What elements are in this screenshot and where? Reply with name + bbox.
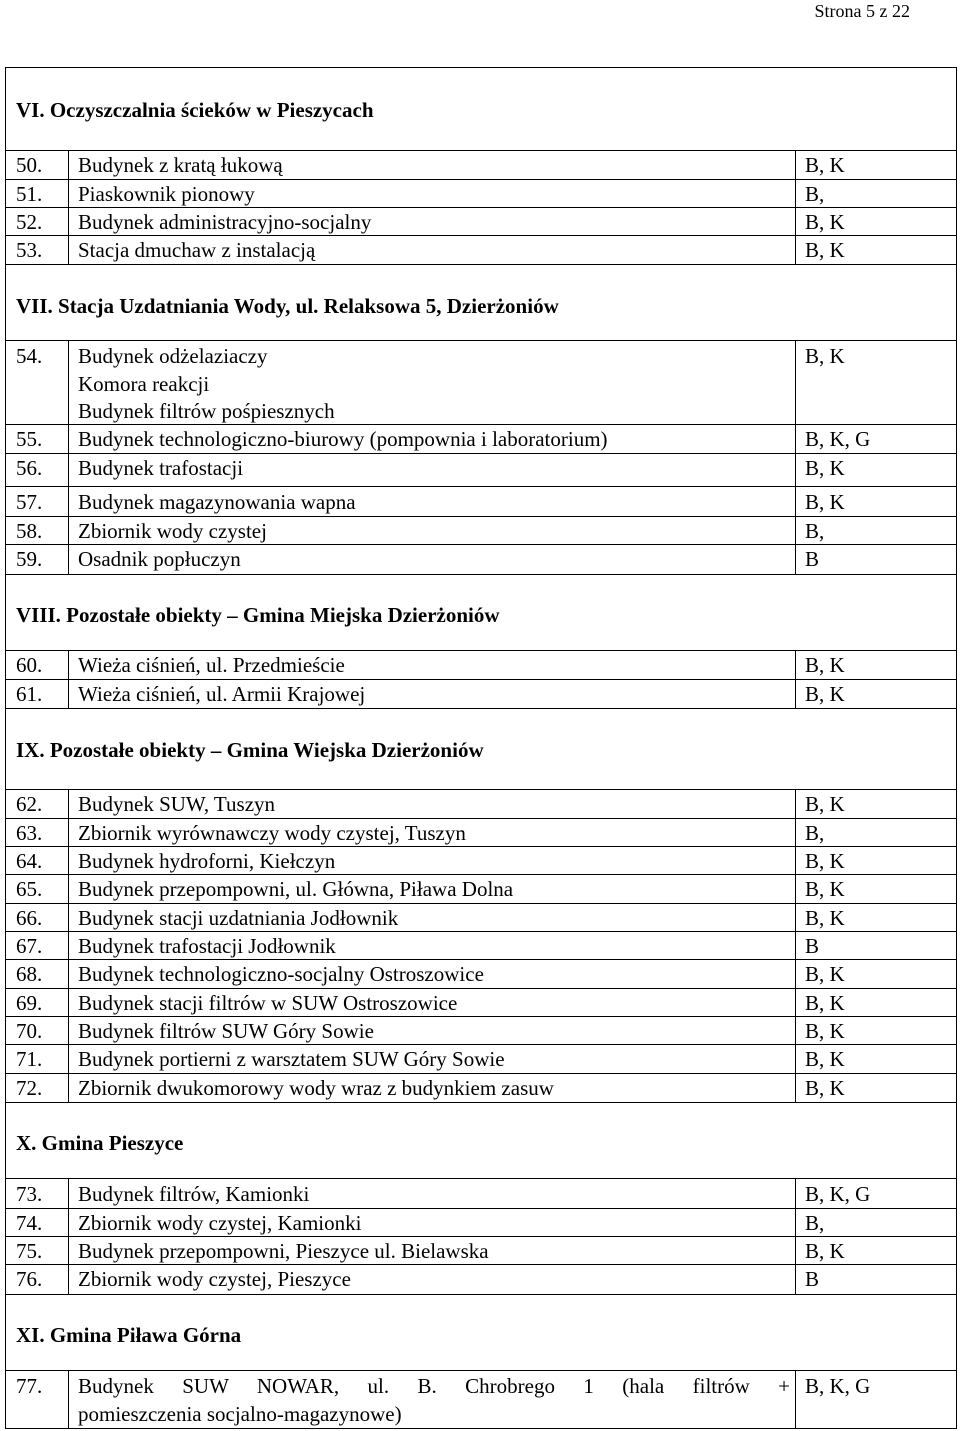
row-separator <box>5 264 956 265</box>
table-row <box>0 236 960 264</box>
row-number: 55. <box>16 427 43 451</box>
row-code: B, K <box>805 682 845 706</box>
row-number: 74. <box>16 1211 43 1235</box>
row-name: Budynek SUW, Tuszyn <box>78 792 276 816</box>
row-separator <box>5 1370 956 1371</box>
row-name: Budynek administracyjno-socjalny <box>78 210 372 234</box>
row-code: B, K <box>805 1076 845 1100</box>
table-row <box>0 875 960 903</box>
row-name: Budynek przepompowni, ul. Główna, Piława Dolna <box>78 877 514 901</box>
row-name: Budynek SUW NOWAR, ul. B. Chrobrego 1 (hala filtrów + <box>78 1374 790 1398</box>
table-row <box>0 488 960 516</box>
row-name: Budynek trafostacji Jodłownik <box>78 934 336 958</box>
column-divider <box>795 1370 796 1429</box>
row-code: B <box>805 1267 820 1291</box>
row-code: B, K <box>805 153 845 177</box>
table-row <box>0 1265 960 1293</box>
row-number: 68. <box>16 962 43 986</box>
table-row <box>0 454 960 482</box>
row-name: Budynek filtrów pośpiesznych <box>78 399 335 423</box>
table-row <box>0 847 960 875</box>
row-number: 54. <box>16 344 43 368</box>
row-name-continued: pomieszczenia socjalno-magazynowe) <box>78 1402 402 1426</box>
row-code: B, K <box>805 962 845 986</box>
row-code: B, K <box>805 877 845 901</box>
row-name: Wieża ciśnień, ul. Przedmieście <box>78 653 345 677</box>
row-number: 73. <box>16 1182 43 1206</box>
section-title: X. Gmina Pieszyce <box>16 1131 184 1155</box>
column-divider <box>795 650 796 708</box>
row-code: B, K, G <box>805 1374 871 1398</box>
column-divider <box>795 340 796 574</box>
row-name: Budynek filtrów SUW Góry Sowie <box>78 1019 374 1043</box>
row-number: 77. <box>16 1374 43 1398</box>
table-row <box>0 989 960 1017</box>
row-name: Wieża ciśnień, ul. Armii Krajowej <box>78 682 366 706</box>
row-name: Budynek z kratą łukową <box>78 153 283 177</box>
row-name: Zbiornik wody czystej <box>78 519 267 543</box>
row-code: B, <box>805 821 825 845</box>
table-row <box>0 819 960 847</box>
row-name: Zbiornik wody czystej, Pieszyce <box>78 1267 351 1291</box>
row-code: B <box>805 547 820 571</box>
row-name: Budynek hydroforni, Kiełczyn <box>78 849 336 873</box>
row-number: 60. <box>16 653 43 677</box>
column-divider <box>795 789 796 1102</box>
row-code: B, K, G <box>805 427 871 451</box>
row-number: 50. <box>16 153 43 177</box>
table-row <box>0 397 960 425</box>
row-number: 56. <box>16 456 43 480</box>
row-number: 64. <box>16 849 43 873</box>
row-separator <box>5 486 956 487</box>
table-row <box>0 1045 960 1073</box>
row-code: B, K <box>805 1019 845 1043</box>
row-name: Budynek technologiczno-socjalny Ostroszowice <box>78 962 484 986</box>
row-name: Piaskownik pionowy <box>78 182 255 206</box>
row-name: Budynek magazynowania wapna <box>78 490 356 514</box>
row-separator <box>5 1178 956 1179</box>
row-separator <box>5 708 956 709</box>
row-number: 71. <box>16 1047 43 1071</box>
row-number: 75. <box>16 1239 43 1263</box>
row-separator <box>5 340 956 341</box>
row-number: 53. <box>16 238 43 262</box>
section-title: VI. Oczyszczalnia ścieków w Pieszycach <box>16 98 374 122</box>
row-name: Budynek filtrów, Kamionki <box>78 1182 310 1206</box>
row-code: B, <box>805 1211 825 1235</box>
row-number: 62. <box>16 792 43 816</box>
table-row <box>0 1180 960 1208</box>
column-divider <box>68 1370 69 1429</box>
column-divider <box>68 789 69 1102</box>
table-row <box>0 651 960 679</box>
row-name: Budynek stacji filtrów w SUW Ostroszowice <box>78 991 458 1015</box>
section-title: IX. Pozostałe obiekty – Gmina Wiejska Dzierżoniów <box>16 738 484 762</box>
table-row <box>0 180 960 208</box>
row-code: B, K <box>805 238 845 262</box>
row-code: B, K, G <box>805 1182 871 1206</box>
section-title: VIII. Pozostałe obiekty – Gmina Miejska Dzierżoniów <box>16 603 500 627</box>
row-code: B, K <box>805 792 845 816</box>
row-code: B, K <box>805 490 845 514</box>
table-row <box>0 1237 960 1265</box>
row-name: Budynek odżelaziaczy <box>78 344 268 368</box>
table-row <box>0 960 960 988</box>
row-code: B, K <box>805 456 845 480</box>
row-number: 66. <box>16 906 43 930</box>
row-name: Budynek technologiczno-biurowy (pompownia i laboratorium) <box>78 427 608 451</box>
row-number: 69. <box>16 991 43 1015</box>
row-number: 52. <box>16 210 43 234</box>
row-name: Budynek przepompowni, Pieszyce ul. Bielawska <box>78 1239 489 1263</box>
row-number: 57. <box>16 490 43 514</box>
row-code: B, K <box>805 210 845 234</box>
row-number: 67. <box>16 934 43 958</box>
table-row <box>0 545 960 573</box>
table-row <box>0 517 960 545</box>
row-separator <box>5 1102 956 1103</box>
row-name: Zbiornik dwukomorowy wody wraz z budynkiem zasuw <box>78 1076 554 1100</box>
table-row <box>0 342 960 370</box>
row-code: B, <box>805 519 825 543</box>
row-number: 70. <box>16 1019 43 1043</box>
section-title: XI. Gmina Piława Górna <box>16 1323 242 1347</box>
table-row <box>0 370 960 398</box>
row-name: Zbiornik wody czystej, Kamionki <box>78 1211 362 1235</box>
row-code: B, K <box>805 849 845 873</box>
row-name: Budynek stacji uzdatniania Jodłownik <box>78 906 399 930</box>
row-name: Zbiornik wyrównawczy wody czystej, Tuszyn <box>78 821 466 845</box>
column-divider <box>68 1178 69 1294</box>
row-name: Budynek trafostacji <box>78 456 244 480</box>
table-row <box>0 1017 960 1045</box>
row-name: Stacja dmuchaw z instalacją <box>78 238 316 262</box>
column-divider <box>795 1178 796 1294</box>
row-number: 61. <box>16 682 43 706</box>
column-divider <box>68 340 69 574</box>
column-divider <box>795 150 796 264</box>
table-row <box>0 1209 960 1237</box>
row-code: B, K <box>805 653 845 677</box>
table-row <box>0 904 960 932</box>
row-name: Komora reakcji <box>78 372 210 396</box>
row-number: 58. <box>16 519 43 543</box>
table-row <box>0 1372 960 1428</box>
row-code: B, <box>805 182 825 206</box>
row-number: 76. <box>16 1267 43 1291</box>
row-code: B, K <box>805 906 845 930</box>
table-row <box>0 680 960 708</box>
column-divider <box>68 150 69 264</box>
row-separator <box>5 574 956 575</box>
row-number: 51. <box>16 182 43 206</box>
table-row <box>0 425 960 453</box>
row-name: Osadnik popłuczyn <box>78 547 241 571</box>
section-title: VII. Stacja Uzdatniania Wody, ul. Relaksowa 5, Dzierżoniów <box>16 294 559 318</box>
row-name: Budynek portierni z warsztatem SUW Góry Sowie <box>78 1047 505 1071</box>
row-code: B, K <box>805 344 845 368</box>
row-code: B, K <box>805 1047 845 1071</box>
table-row <box>0 1074 960 1102</box>
row-number: 65. <box>16 877 43 901</box>
row-number: 63. <box>16 821 43 845</box>
row-separator <box>5 1294 956 1295</box>
column-divider <box>68 650 69 708</box>
table-row <box>0 790 960 818</box>
row-number: 59. <box>16 547 43 571</box>
page-number: Strona 5 z 22 <box>814 1 910 21</box>
row-number: 72. <box>16 1076 43 1100</box>
row-code: B, K <box>805 991 845 1015</box>
row-code: B, K <box>805 1239 845 1263</box>
table-row <box>0 151 960 179</box>
table-row <box>0 208 960 236</box>
table-row <box>0 932 960 960</box>
row-code: B <box>805 934 820 958</box>
